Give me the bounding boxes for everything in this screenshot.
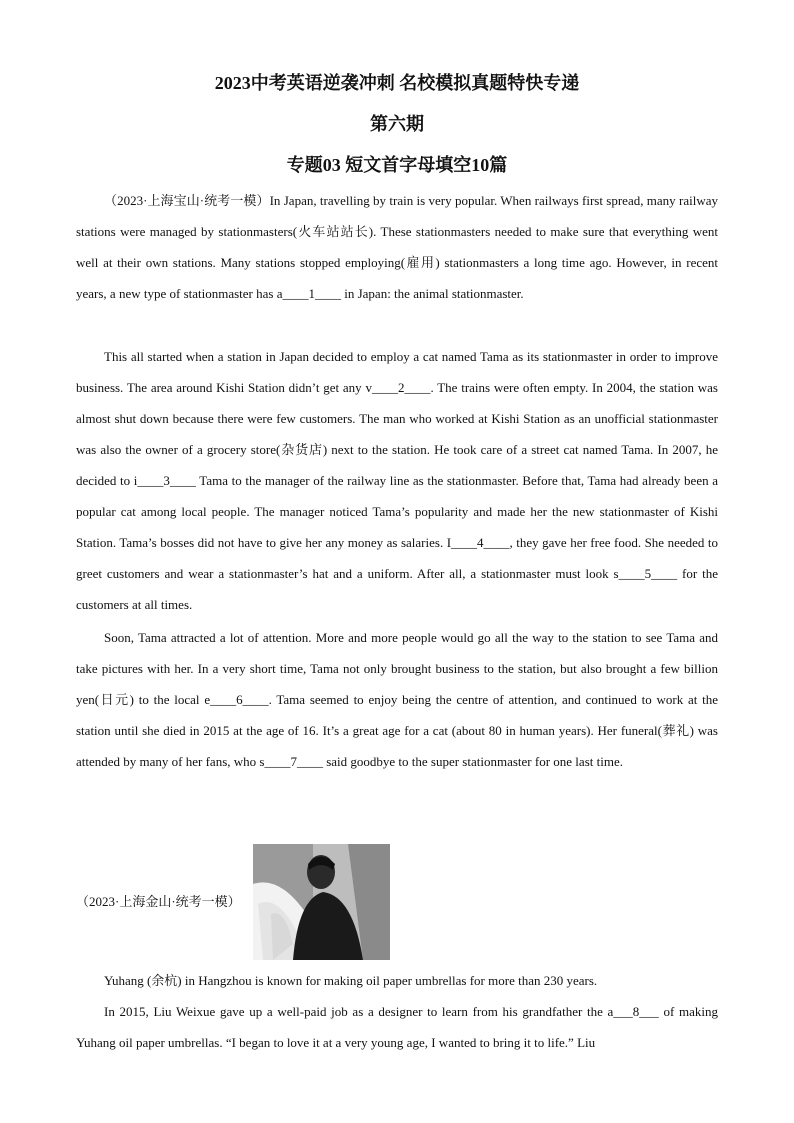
passage1-paragraph-3: Soon, Tama attracted a lot of attention. More and more people would go all the way to the station to see Tama and take pictures with her. In a very short time, Tama not only brought business to the station, but also brought a few billion yen(日元) to the local e____6____. Tama seemed to enjoy being the centre of attention, and continued to work at the station until she died in 2015 at the age of 16. It’s a great age for a cat (about 80 in human years). Her funeral(葬礼) was attended by many of her fans, who s____7____ said goodbye to the super stationmaster for one last time.	[76, 630, 718, 769]
passage2-paragraph-1: Yuhang (余杭) in Hangzhou is known for making oil paper umbrellas for more than 230 years.	[104, 973, 598, 988]
document-title: 2023中考英语逆袭冲刺 名校模拟真题特快专递	[214, 73, 580, 93]
passage1-paragraph-2: This all started when a station in Japan decided to employ a cat named Tama as its stationmaster in order to improve business. The area around Kishi Station didn’t get any v____2____. The trains were often empty. In 2004, the station was almost shut down because there were few customers. The man who worked at Kishi Station as an unofficial stationmaster was also the owner of a grocery store(杂货店) next to the station. He took care of a street cat named Tama. In 2007, he decided to i____3____ Tama to the manager of the railway line as the stationmaster. Before that, Tama had already been a popular cat among local people. The manager noticed Tama’s popularity and made her the new stationmaster of Kishi Station. Tama’s bosses did not have to give her any money as salaries. I____4____, they gave her free food. She needed to greet customers and wear a stationmaster’s hat and a uniform. After all, a stationmaster must look s____5____ for the customers at all times.	[76, 349, 718, 612]
passage2-source: （2023·上海金山·统考一模）	[76, 894, 241, 909]
passage1-paragraph-1: （2023·上海宝山·统考一模）In Japan, travelling by train is very popular. When railways first spread, many railway stations were managed by stationmasters(火车站站长). These stationmasters needed to make sure that everything went well at their own stations. Many stations stopped employing(雇用) stationmasters a long time ago. However, in recent years, a new type of stationmaster has a____1____ in Japan: the animal stationmaster.	[76, 193, 718, 301]
topic-heading: 专题03 短文首字母填空10篇	[286, 155, 508, 175]
umbrella-maker-photo	[253, 844, 390, 960]
issue-label: 第六期	[370, 114, 424, 134]
passage2-paragraph-2: In 2015, Liu Weixue gave up a well-paid job as a designer to learn from his grandfather the a___8___ of making Yuhang oil paper umbrellas. “I began to love it at a very young age, I wanted to bring it to life.” Liu	[76, 1004, 718, 1050]
